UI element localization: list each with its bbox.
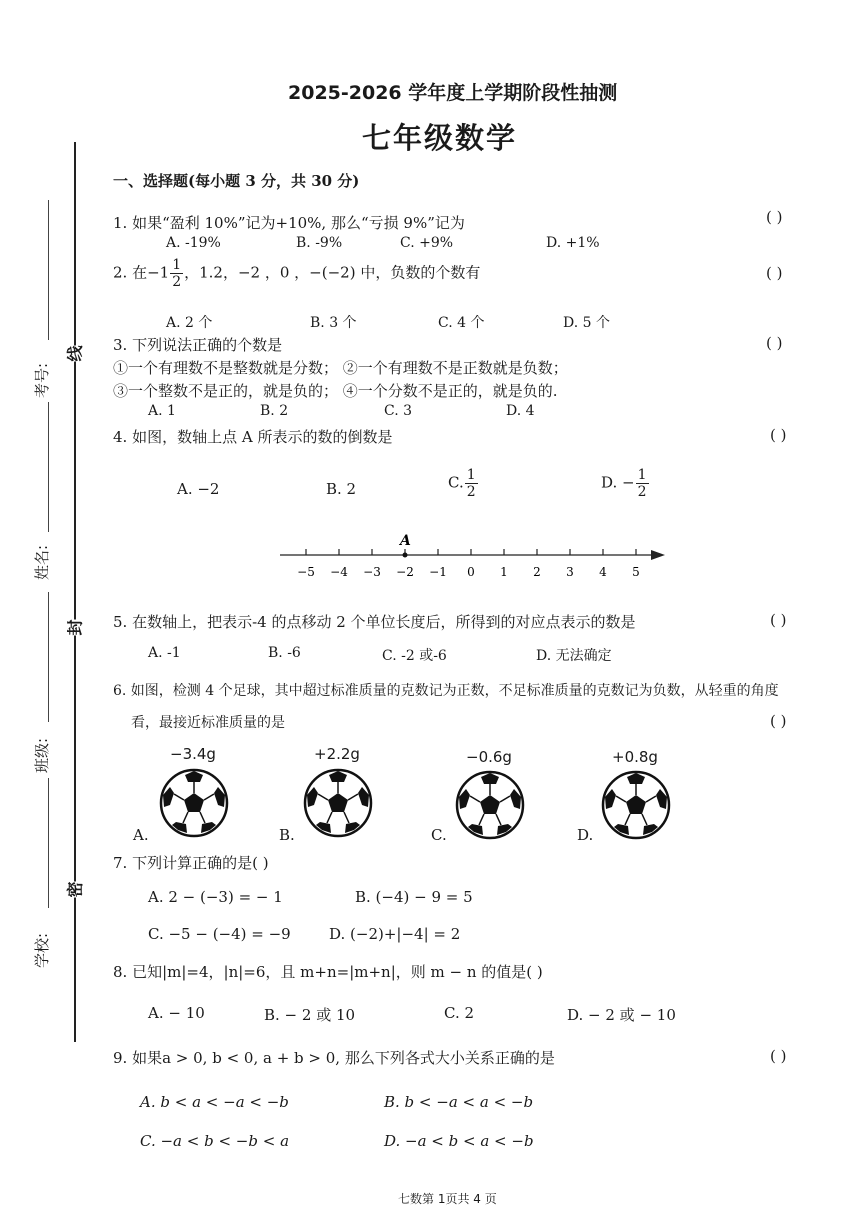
q4-option-b[interactable]: B. 2: [326, 480, 357, 498]
q2-frac-den: 2: [172, 274, 182, 290]
q3-option-c[interactable]: C. 3: [384, 403, 413, 419]
q3-line2: ③一个整数不是正的，就是负的； ④一个分数不是正的，就是负的.: [113, 382, 558, 400]
soccer-ball-b-icon[interactable]: [302, 767, 374, 839]
binding-mark-feng: 封: [63, 619, 86, 635]
number-line-tick-label: 4: [599, 565, 607, 579]
q4-option-a[interactable]: A. −2: [177, 480, 220, 498]
q8-option-b[interactable]: B. − 2 或 10: [264, 1006, 356, 1024]
ball-c-label[interactable]: C.: [431, 826, 447, 844]
binding-line: [74, 142, 76, 1042]
binding-mark-mi: 密: [63, 881, 86, 897]
q8-stem: 8. 已知|m|=4，|n|=6，且 m+n=|m+n|，则 m − n 的值是( ): [113, 963, 543, 981]
q7-option-c[interactable]: C. −5 − (−4) = −9: [148, 925, 291, 943]
number-line-tick-label: −1: [429, 565, 447, 579]
binding-mark-xian: 线: [63, 345, 86, 361]
subject-title: 七年级数学: [362, 121, 518, 155]
xuexiao-label: 学校:: [33, 932, 52, 969]
q3-option-d[interactable]: D. 4: [506, 403, 535, 419]
soccer-ball-a-icon[interactable]: [158, 767, 230, 839]
number-line-tick-label: −2: [396, 565, 414, 579]
point-a-label: A: [400, 533, 411, 549]
q4-answer-paren[interactable]: ( ): [770, 426, 787, 444]
ball-d-label[interactable]: D.: [577, 826, 594, 844]
q7-option-a[interactable]: A. 2 − (−3) = − 1: [148, 888, 283, 906]
q9-option-b[interactable]: B. b < −a < a < −b: [384, 1093, 534, 1111]
q1-answer-paren[interactable]: ( ): [766, 208, 783, 226]
q8-option-a[interactable]: A. − 10: [148, 1004, 205, 1022]
number-line-tick-label: 2: [533, 565, 541, 579]
q4-option-d-label: D. −: [601, 473, 635, 492]
kaohao-line[interactable]: [48, 200, 49, 340]
soccer-ball-c-icon[interactable]: [454, 769, 526, 841]
q5-option-c[interactable]: C. -2 或-6: [382, 648, 447, 664]
q5-option-d[interactable]: D. 无法确定: [536, 648, 612, 664]
q5-stem: 5. 在数轴上，把表示-4 的点移动 2 个单位长度后，所得到的对应点表示的数是: [113, 613, 636, 631]
number-line-arrow: [651, 550, 665, 560]
xuexiao-line[interactable]: [48, 778, 49, 908]
q3-stem: 3. 下列说法正确的个数是: [113, 336, 283, 354]
q7-option-b[interactable]: B. (−4) − 9 = 5: [355, 888, 473, 906]
number-line-tick-label: 3: [566, 565, 574, 579]
banji-label: 班级:: [33, 737, 52, 774]
page-footer: 七数第 1页共 4 页: [398, 1192, 497, 1206]
soccer-ball-d-icon[interactable]: [600, 769, 672, 841]
ball-a-label[interactable]: A.: [133, 826, 149, 844]
number-line-tick-label: 5: [632, 565, 640, 579]
q2-option-d[interactable]: D. 5 个: [563, 315, 610, 331]
xingming-label: 姓名:: [33, 544, 52, 581]
q7-option-d[interactable]: D. (−2)+|−4| = 2: [329, 925, 461, 943]
number-line-tick-label: 1: [500, 565, 508, 579]
q6-stem-line2: 看，最接近标准质量的是: [131, 715, 285, 731]
q4-c-frac-den: 2: [466, 484, 476, 500]
section-title: 一、选择题(每小题 3 分，共 30 分): [113, 172, 360, 190]
ball-b-weight: +2.2g: [314, 745, 360, 763]
q5-answer-paren[interactable]: ( ): [770, 611, 787, 629]
q9-option-a[interactable]: A. b < a < −a < −b: [140, 1093, 289, 1111]
q1-option-a[interactable]: A. -19%: [166, 235, 221, 251]
q2-stem: [113, 258, 480, 289]
q3-answer-paren[interactable]: ( ): [766, 334, 783, 352]
q2-answer-paren[interactable]: ( ): [766, 264, 783, 282]
q4-option-d-frac: [636, 468, 649, 499]
ball-c-weight: −0.6g: [466, 748, 512, 766]
q3-option-a[interactable]: A. 1: [148, 403, 176, 419]
q3-line1: ①一个有理数不是整数就是分数； ②一个有理数不是正数就是负数；: [113, 359, 568, 377]
point-a-dot: [403, 553, 408, 558]
q2-option-a[interactable]: A. 2 个: [166, 315, 213, 331]
q6-answer-paren[interactable]: ( ): [770, 712, 787, 730]
q9-stem: 9. 如果a > 0, b < 0, a + b > 0, 那么下列各式大小关系正确的是: [113, 1049, 555, 1067]
q4-c-frac-num: 1: [466, 467, 476, 483]
q7-stem: 7. 下列计算正确的是( ): [113, 854, 269, 872]
q5-option-a[interactable]: A. -1: [148, 645, 181, 661]
q1-option-d[interactable]: D. +1%: [546, 235, 600, 251]
q4-d-frac-num: 1: [637, 467, 647, 483]
q9-option-d[interactable]: D. −a < b < a < −b: [384, 1132, 534, 1150]
q2-prefix: 2. 在−1: [113, 263, 170, 282]
exam-title: 2025-2026 学年度上学期阶段性抽测: [288, 82, 618, 104]
q4-option-c-label: C.: [448, 473, 464, 492]
q1-stem: 1. 如果“盈利 10%”记为+10%, 那么“亏损 9%”记为: [113, 214, 465, 232]
number-line-tick-label: 0: [467, 565, 475, 579]
ball-b-label[interactable]: B.: [279, 826, 295, 844]
number-line-tick-label: −3: [363, 565, 381, 579]
q4-option-c-frac: [465, 468, 478, 499]
number-line: [270, 528, 670, 584]
number-line-tick-label: −4: [330, 565, 348, 579]
xingming-line[interactable]: [48, 402, 49, 532]
q8-option-c[interactable]: C. 2: [444, 1004, 475, 1022]
ball-a-weight: −3.4g: [170, 745, 216, 763]
q4-stem: 4. 如图，数轴上点 A 所表示的数的倒数是: [113, 428, 393, 446]
q2-option-c[interactable]: C. 4 个: [438, 315, 485, 331]
q9-answer-paren[interactable]: ( ): [770, 1047, 787, 1065]
q2-option-b[interactable]: B. 3 个: [310, 315, 357, 331]
q3-option-b[interactable]: B. 2: [260, 403, 289, 419]
q1-option-b[interactable]: B. -9%: [296, 235, 343, 251]
banji-line[interactable]: [48, 592, 49, 722]
q4-d-frac-den: 2: [637, 484, 647, 500]
q2-suffix: ，1.2，−2 ，0 ，−(−2) 中，负数的个数有: [184, 263, 481, 282]
q6-stem-line1: 6. 如图，检测 4 个足球，其中超过标准质量的克数记为正数，不足标准质量的克数记为负数，从轻重的角度: [113, 683, 779, 699]
q8-option-d[interactable]: D. − 2 或 − 10: [567, 1006, 676, 1024]
kaohao-label: 考号:: [33, 362, 52, 399]
q2-fraction: [170, 258, 183, 289]
q2-frac-num: 1: [172, 257, 182, 273]
q5-option-b[interactable]: B. -6: [268, 645, 301, 661]
q4-option-c[interactable]: [448, 468, 479, 499]
number-line-tick-label: −5: [297, 565, 315, 579]
q1-option-c[interactable]: C. +9%: [400, 235, 454, 251]
ball-d-weight: +0.8g: [612, 748, 658, 766]
q9-option-c[interactable]: C. −a < b < −b < a: [140, 1132, 290, 1150]
q4-option-d[interactable]: [601, 468, 650, 499]
